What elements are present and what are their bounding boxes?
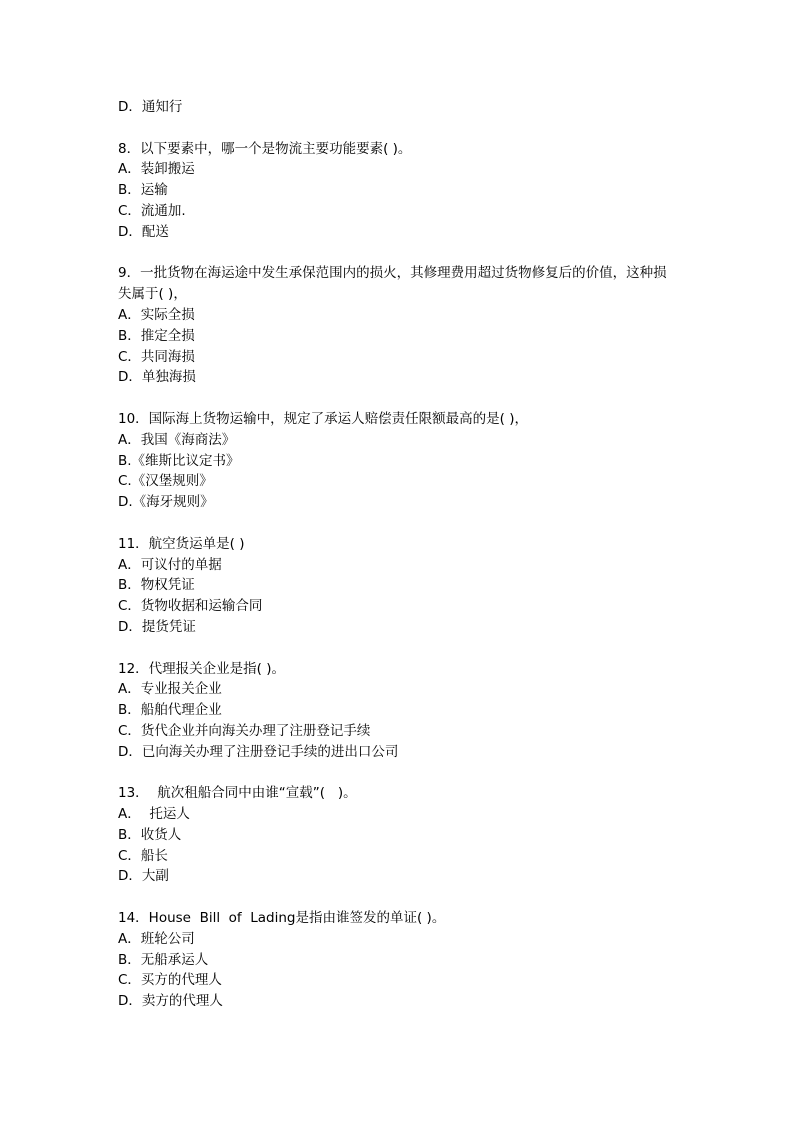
option-a: A．班轮公司	[118, 930, 195, 947]
question-9	[118, 263, 718, 388]
question-stem: 13． 航次租船合同中由谁“宣载”( )。	[118, 785, 357, 802]
option-d: D.《海牙规则》	[118, 494, 214, 511]
question-8	[118, 139, 718, 243]
option-d: D．配送	[118, 223, 169, 240]
option-a: A． 托运人	[118, 806, 190, 823]
question-stem: 12．代理报关企业是指( )。	[118, 660, 286, 677]
option-a: A．专业报关企业	[118, 681, 222, 698]
option-b: B．物权凭证	[118, 577, 195, 594]
option-d: D．大副	[118, 868, 169, 885]
option-d: D．已向海关办理了注册登记手续的进出口公司	[118, 743, 399, 760]
option-c: C．买方的代理人	[118, 972, 222, 989]
option-b: B．运输	[118, 182, 168, 199]
option-b: B.《维斯比议定书》	[118, 452, 240, 469]
question-13	[118, 783, 718, 887]
option-b: B．推定全损	[118, 327, 195, 344]
option-a: A．实际全损	[118, 306, 195, 323]
option-b: B．无船承运人	[118, 951, 209, 968]
option-c: C．共同海损	[118, 348, 195, 365]
question-stem: 11．航空货运单是( )	[118, 535, 245, 552]
option-b: B．收货人	[118, 826, 182, 843]
option-c: C．货代企业并向海关办理了注册登记手续	[118, 722, 371, 739]
option-a: A．可议付的单据	[118, 556, 222, 573]
option-d: D．提货凭证	[118, 618, 196, 635]
question-stem: 9．一批货物在海运途中发生承保范围内的损火，其修理费用超过货物修复后的价值，这种损失属于( )，	[118, 265, 667, 303]
option-b: B．船舶代理企业	[118, 702, 222, 719]
option-c: C.《汉堡规则》	[118, 473, 213, 490]
document-page	[118, 97, 718, 1012]
question-11	[118, 534, 718, 638]
question-12	[118, 659, 718, 763]
option-c: C．货物收据和运输合同	[118, 598, 263, 615]
option-a: A．我国《海商法》	[118, 431, 236, 448]
question-stem: 14．House Bill of Lading是指由谁签发的单证( )。	[118, 910, 446, 927]
option-a: A．装卸搬运	[118, 161, 195, 178]
option-d: D．通知行	[118, 99, 183, 115]
question-7-tail	[118, 97, 718, 118]
option-d: D．卖方的代理人	[118, 993, 223, 1010]
option-c: C．船长	[118, 847, 168, 864]
option-c: C．流通加.	[118, 202, 186, 219]
question-10	[118, 409, 718, 513]
question-stem: 10．国际海上货物运输中，规定了承运人赔偿责任限额最高的是( )，	[118, 410, 529, 427]
question-14	[118, 908, 718, 1012]
option-d: D．单独海损	[118, 369, 196, 386]
question-stem: 8．以下要素中，哪一个是物流主要功能要素( )。	[118, 140, 412, 157]
